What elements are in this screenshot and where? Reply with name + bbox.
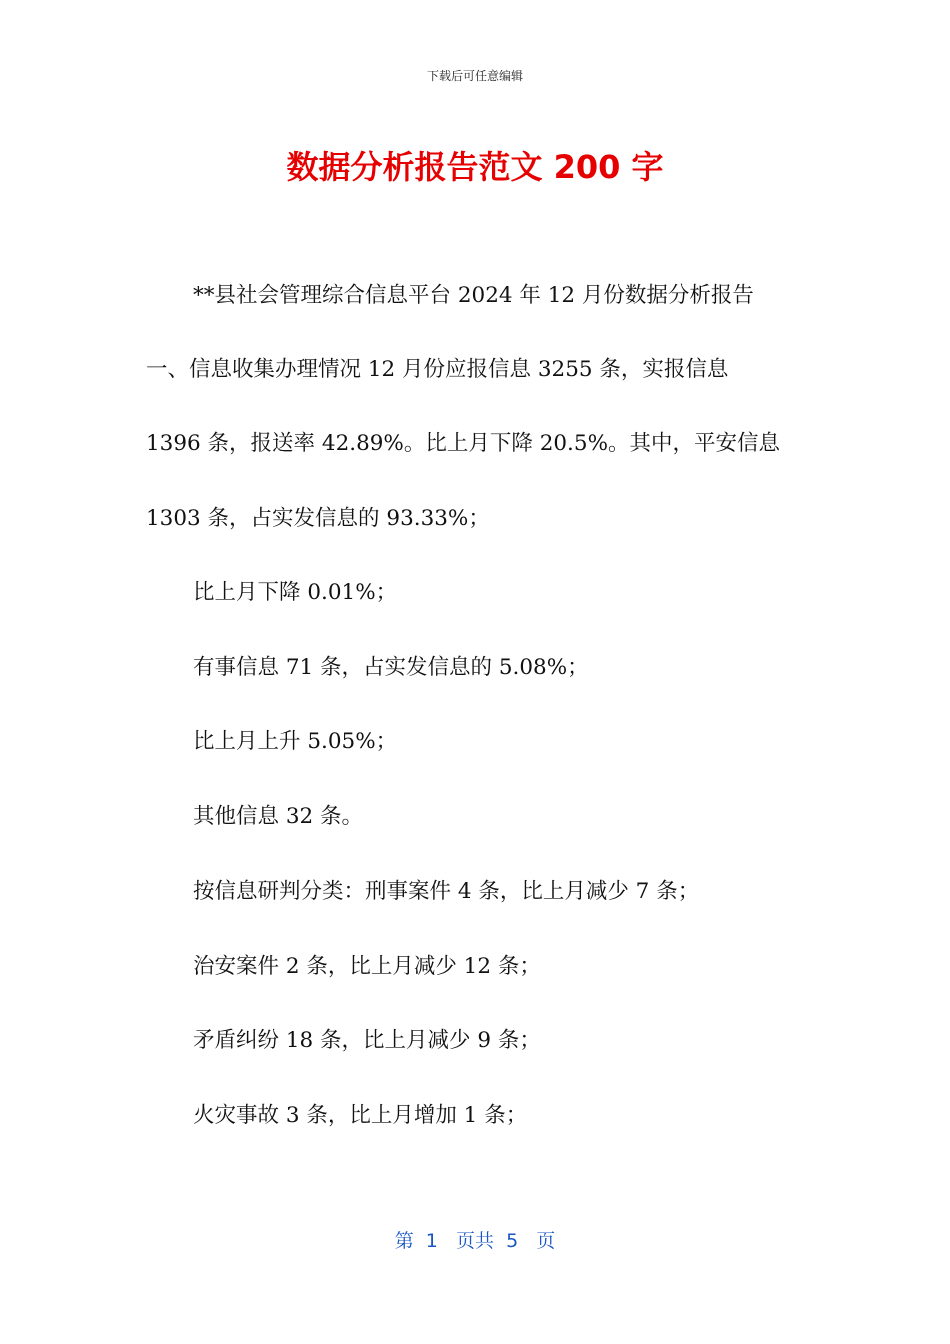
header-note: 下载后可任意编辑 (426, 69, 523, 83)
paragraph-10: 治安案件 2 条，比上月减少 12 条； (193, 954, 541, 979)
paragraph-7: 比上月上升 5.05%； (193, 729, 398, 754)
paragraph-11: 矛盾纠纷 18 条，比上月减少 9 条； (193, 1028, 541, 1053)
paragraph-9: 按信息研判分类：刑事案件 4 条，比上月减少 7 条； (193, 879, 700, 904)
document-title: 数据分析报告范文 200 字 (286, 148, 664, 186)
page-footer: 第 1 页共 5 页 (394, 1230, 556, 1252)
paragraph-2: 一、信息收集办理情况 12 月份应报信息 3255 条，实报信息 (146, 357, 729, 382)
paragraph-5: 比上月下降 0.01%； (193, 580, 398, 605)
paragraph-8: 其他信息 32 条。 (193, 804, 364, 829)
paragraph-6: 有事信息 71 条，占实发信息的 5.08%； (193, 655, 589, 680)
paragraph-1: **县社会管理综合信息平台 2024 年 12 月份数据分析报告 (193, 283, 754, 308)
paragraph-12: 火灾事故 3 条，比上月增加 1 条； (193, 1103, 528, 1128)
paragraph-4: 1303 条，占实发信息的 93.33%； (146, 506, 490, 531)
paragraph-3: 1396 条，报送率 42.89%。比上月下降 20.5%。其中，平安信息 (146, 431, 781, 456)
